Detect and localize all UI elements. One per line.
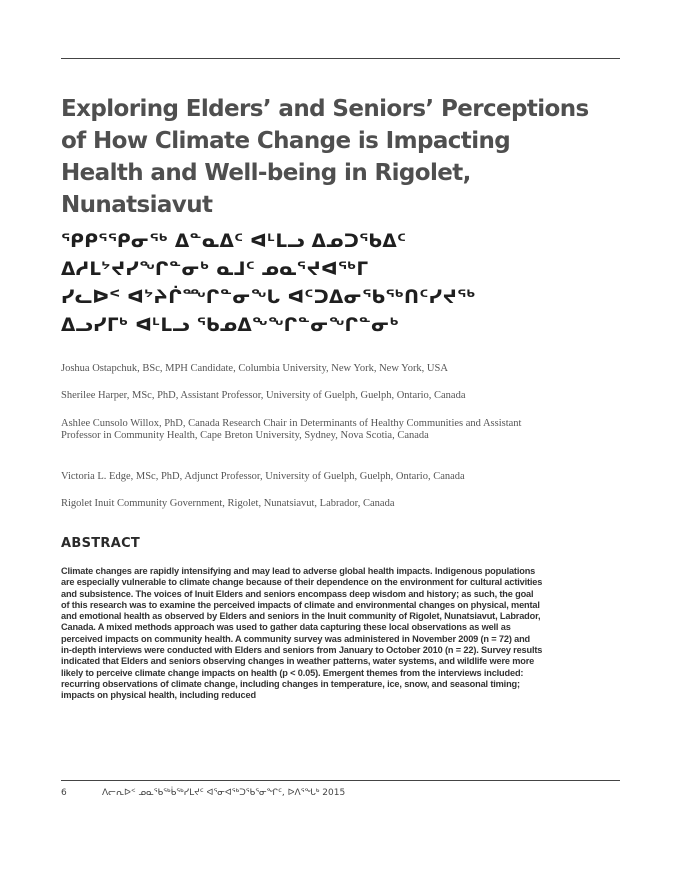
author-affiliation: Ashlee Cunsolo Willox, PhD, Canada Research Chair in Determinants of Healthy Communities and Assistant Professor in Community Health, Cape Breton University, Sydney, Nova Scotia, Canada [61, 418, 522, 441]
title-line: of How Climate Change is Impacting [61, 128, 511, 154]
top-rule [61, 58, 620, 59]
title-line: Health and Well-being in Rigolet, [61, 160, 471, 186]
abstract-heading: ABSTRACT [61, 536, 141, 551]
title-line: Nunatsiavut [61, 192, 213, 218]
syllabic-title-line: ᐃᓗᓯᒥᒃ ᐊᒻᒪᓗ ᖃᓄᐃᖕᖏᓐᓂᖏᓐᓂᒃ [61, 315, 400, 336]
author-affiliation: Sherilee Harper, MSc, PhD, Assistant Professor, University of Guelph, Guelph, Ontario, Canada [61, 390, 466, 401]
syllabic-title [61, 228, 561, 340]
syllabic-title-line: ᐃᓱᒪᔾᔪᓯᖏᓐᓂᒃ ᓇᒧᑦ ᓄᓇᕐᔪᐊᖅᒥ [61, 259, 369, 280]
author-affiliation: Rigolet Inuit Community Government, Rigolet, Nunatsiavut, Labrador, Canada [61, 498, 395, 509]
syllabic-title-line: ᕿᑭᕐᕿᓂᖅ ᐃᓐᓇᐃᑦ ᐊᒻᒪᓗ ᐃᓄᑐᖃᐃᑦ [61, 231, 407, 252]
journal-citation: ᐱᓕᕆᐅᑉ ᓄᓇᖃᖅᑳᖅᓯᒪᔪᑦ ᐊᕐᓂᐊᖅᑐᖃᕐᓂᖏᑦ, ᐅᐱᕐᖓᒃ 2015 [102, 788, 346, 798]
author-affiliation: Victoria L. Edge, MSc, PhD, Adjunct Professor, University of Guelph, Guelph, Ontario, Canada [61, 471, 465, 482]
title-line: Exploring Elders’ and Seniors’ Perceptions [61, 96, 589, 122]
page-footer [61, 788, 621, 802]
abstract-text: Climate changes are rapidly intensifying and may lead to adverse global health impacts. Indigenous populations are especially vulnerable to climate change because of their dependence on the environment for cultural activities and subsistence. The voices of Inuit Elders and seniors encompass deep wisdom and history; as such, the goal of this research was to examine the perceived impacts of climate and environmental changes on physical, mental and emotional health as observed by Elders and seniors in the Inuit community of Rigolet, Nunatsiavut, Labrador, Canada. A mixed methods approach was used to gather data capturing these local observations as well as perceived impacts on community health. A community survey was administered in November 2009 (n = 72) and in-depth interviews were conducted with Elders and seniors from January to October 2010 (n = 22). Survey results indicated that Elders and seniors observing changes in weather patterns, water systems, and wildlife were more likely to perceive climate change impacts on health (p < 0.05). Emergent themes from the interviews included: recurring observations of climate change, including changes in temperature, ice, snow, and seasonal timing; impacts on physical health, including reduced [61, 566, 543, 701]
bottom-rule [61, 780, 620, 781]
syllabic-title-line: ᓯᓚᐅᑉ ᐊᔾᔨᒌᙱᓐᓂᖓ ᐊᑦᑐᐃᓂᖃᖅᑎᑦᓯᔪᖅ [61, 287, 476, 308]
page-number: 6 [61, 788, 67, 798]
author-affiliation: Joshua Ostapchuk, BSc, MPH Candidate, Columbia University, New York, New York, USA [61, 363, 448, 374]
article-title [61, 93, 589, 221]
